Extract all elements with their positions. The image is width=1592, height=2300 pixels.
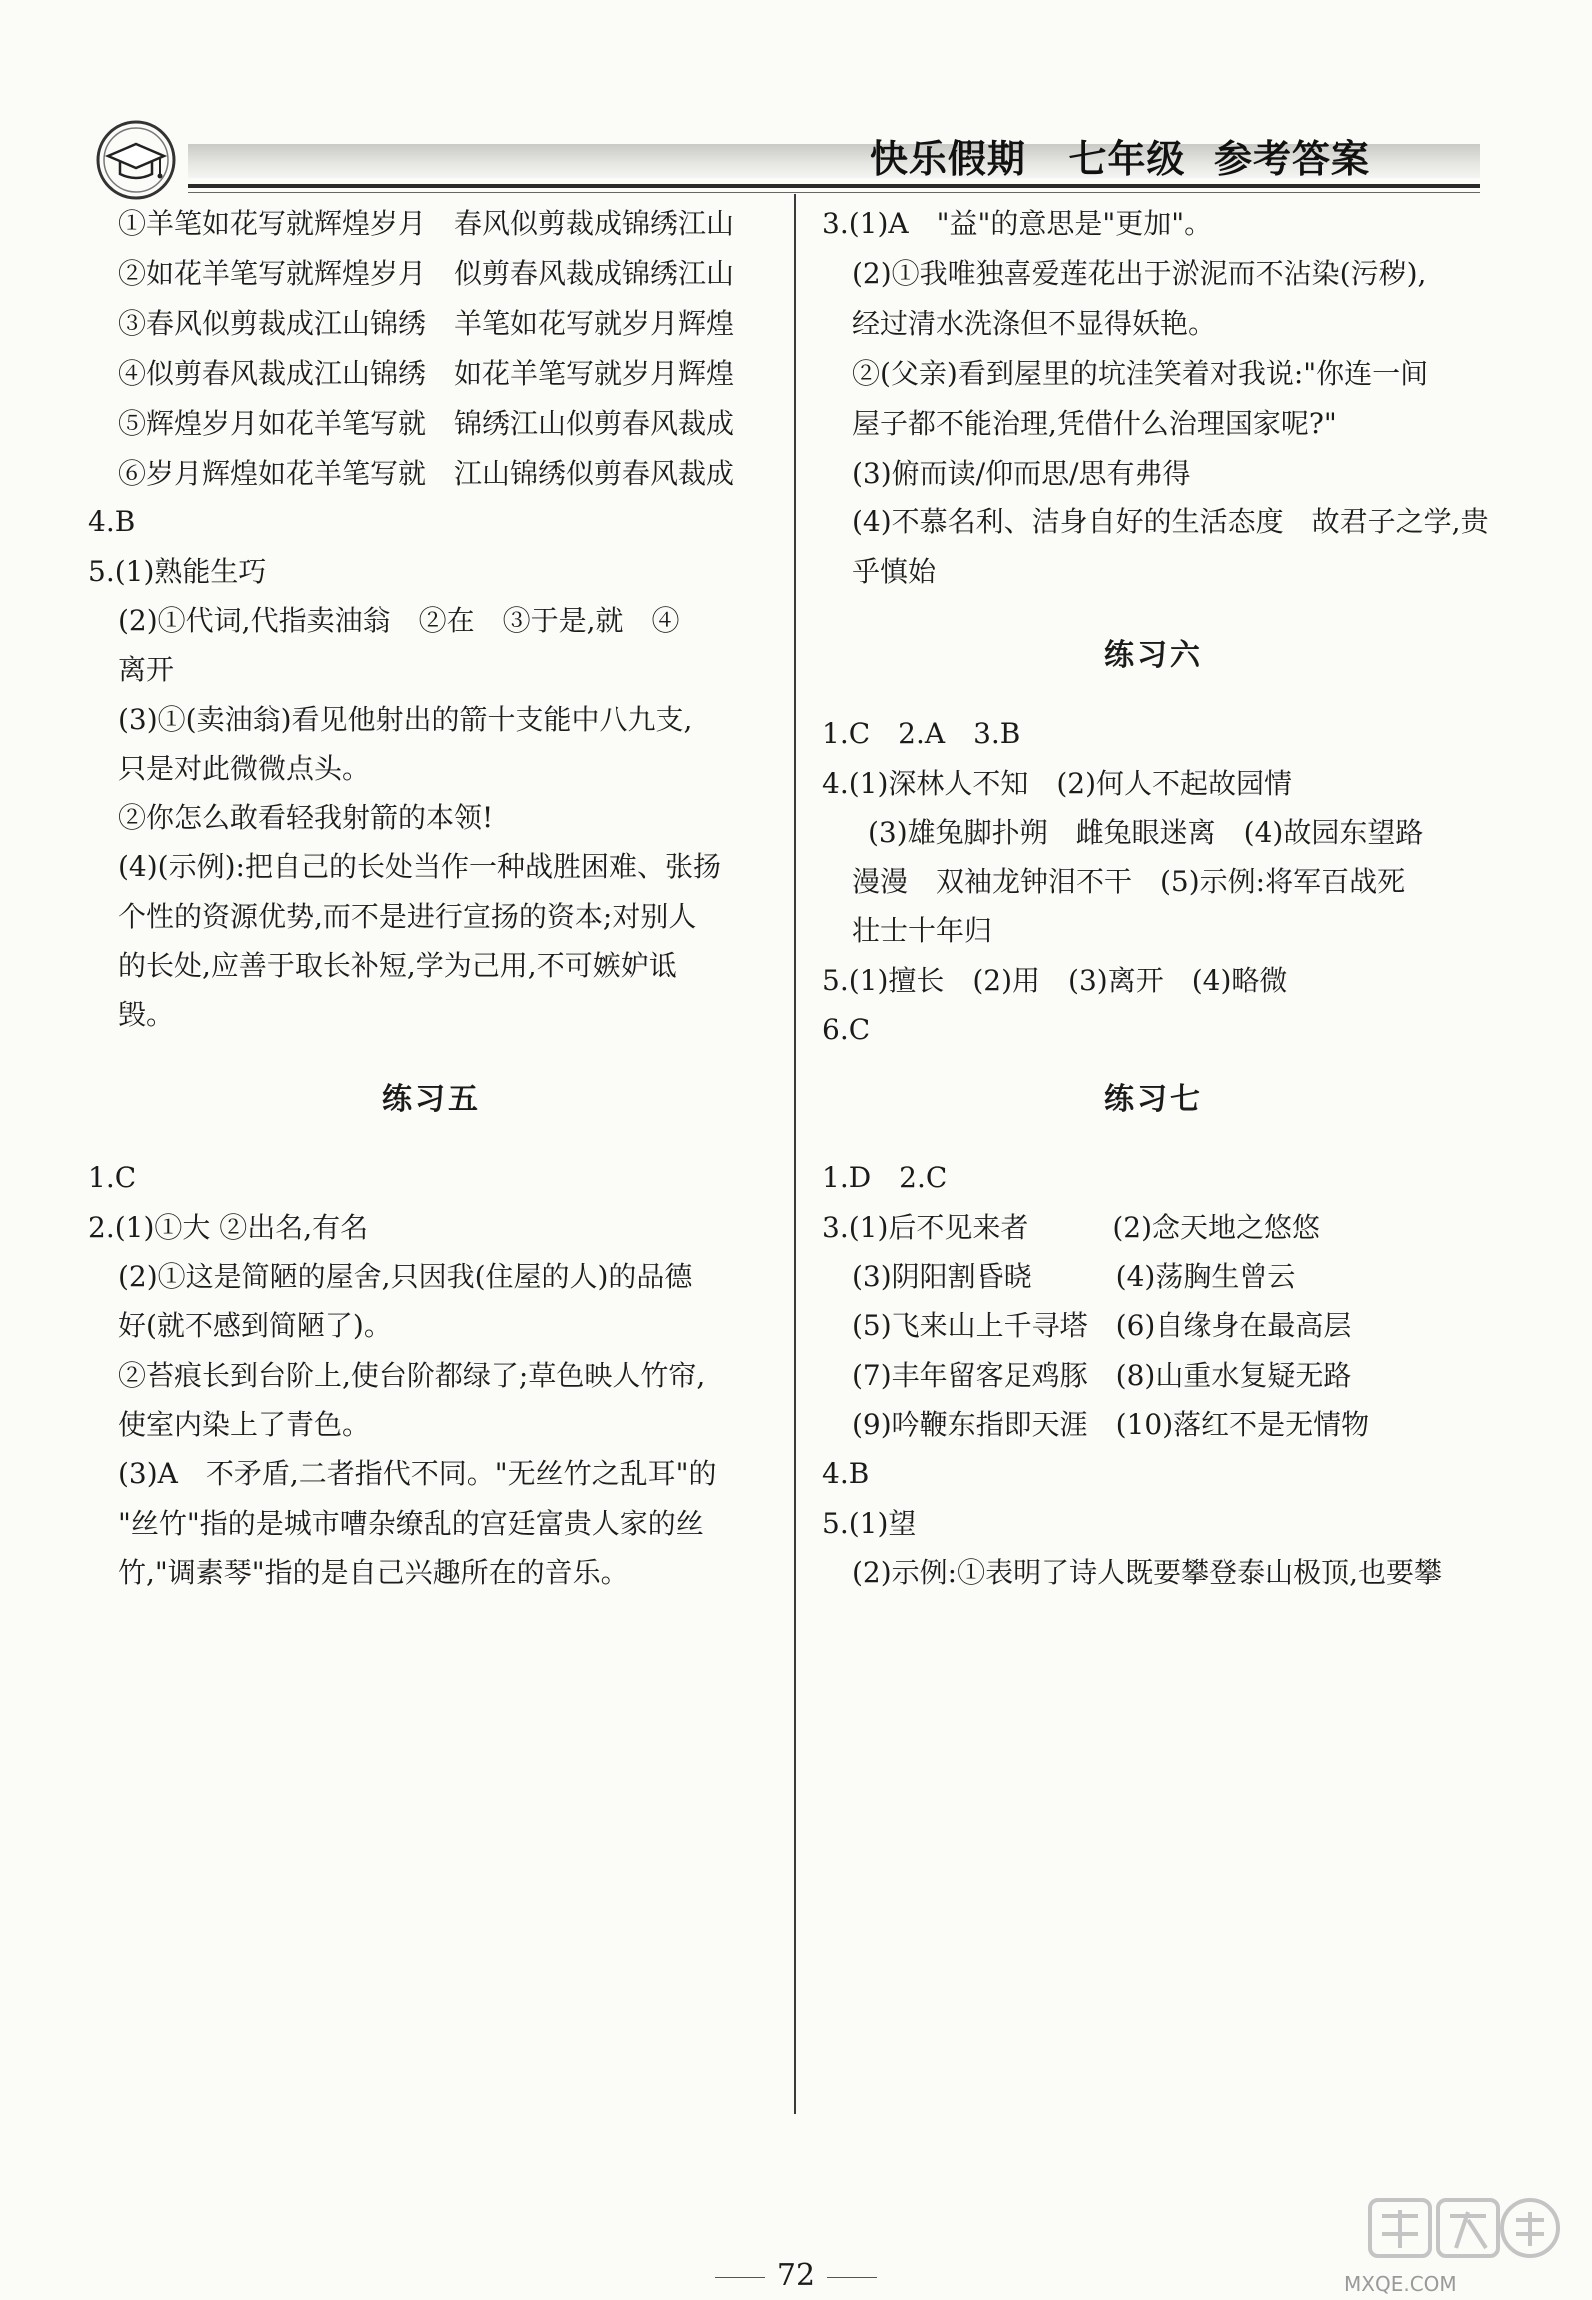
answer-line: ④似剪春风裁成江山锦绣 如花羊笔写就岁月辉煌 [118, 357, 735, 390]
section-title-exercise-5: 练习五 [382, 1082, 481, 1117]
answer-line: (2)示例:①表明了诗人既要攀登泰山极顶,也要攀 [852, 1556, 1442, 1589]
page-number-dash [715, 2277, 765, 2278]
answer-line: (2)①我唯独喜爱莲花出于淤泥而不沾染(污秽), [852, 257, 1427, 290]
answer-line: 5.(1)擅长 (2)用 (3)离开 (4)略微 [822, 964, 1288, 997]
answer-line: 乎慎始 [852, 555, 937, 588]
header-rule-thin [188, 192, 1480, 193]
answer-line: 使室内染上了青色。 [118, 1408, 371, 1441]
answer-line: (9)吟鞭东指即天涯 (10)落红不是无情物 [852, 1408, 1370, 1441]
answer-line: 1.C 2.A 3.B [822, 717, 1021, 750]
answer-line: 1.D 2.C [822, 1161, 948, 1194]
answer-line: 4.(1)深林人不知 (2)何人不起故园情 [822, 767, 1293, 800]
answer-line: (5)飞来山上千寻塔 (6)自缘身在最高层 [852, 1309, 1352, 1342]
answer-line: 5.(1)熟能生巧 [88, 555, 267, 588]
answer-line: (3)雄兔脚扑朔 雌兔眼迷离 (4)故园东望路 [868, 816, 1424, 849]
answer-line: 3.(1)A "益"的意思是"更加"。 [822, 207, 1213, 240]
answer-line: 只是对此微微点头。 [118, 752, 371, 785]
answer-line: 的长处,应善于取长补短,学为己用,不可嫉妒诋 [118, 949, 677, 982]
page-number-value: 72 [776, 2258, 816, 2293]
answer-line: (7)丰年留客足鸡豚 (8)山重水复疑无路 [852, 1359, 1352, 1392]
answer-line: 5.(1)望 [822, 1507, 917, 1540]
answer-line: 好(就不感到简陋了)。 [118, 1309, 392, 1342]
answer-line: ⑤辉煌岁月如花羊笔写就 锦绣江山似剪春风裁成 [118, 407, 735, 440]
answer-line: 2.(1)①大 ②出名,有名 [88, 1211, 369, 1244]
answer-line: (3)①(卖油翁)看见他射出的箭十支能中八九支, [118, 703, 693, 736]
column-divider [794, 194, 796, 2114]
answer-line: (3)A 不矛盾,二者指代不同。"无丝竹之乱耳"的 [118, 1457, 717, 1490]
answer-line: 毁。 [118, 998, 175, 1031]
answer-line: 4.B [88, 505, 136, 538]
watermark-url: MXQE.COM [1344, 2272, 1457, 2296]
answer-line: 离开 [118, 653, 175, 686]
answer-line: 竹,"调素琴"指的是自己兴趣所在的音乐。 [118, 1556, 629, 1589]
answer-line: 壮士十年归 [852, 914, 993, 947]
answer-line: 漫漫 双袖龙钟泪不干 (5)示例:将军百战死 [852, 865, 1406, 898]
watermark-stamp-icon [1310, 2190, 1570, 2280]
answer-line: ③春风似剪裁成江山锦绣 羊笔如花写就岁月辉煌 [118, 307, 735, 340]
answer-line: ⑥岁月辉煌如花羊笔写就 江山锦绣似剪春风裁成 [118, 457, 735, 490]
answer-line: "丝竹"指的是城市嘈杂缭乱的宫廷富贵人家的丝 [118, 1507, 704, 1540]
answer-line: (2)①这是简陋的屋舍,只因我(住屋的人)的品德 [118, 1260, 693, 1293]
answer-line: ①羊笔如花写就辉煌岁月 春风似剪裁成锦绣江山 [118, 207, 735, 240]
page-header [88, 108, 1480, 208]
answer-line: 经过清水洗涤但不显得妖艳。 [852, 307, 1217, 340]
answer-line: (4)不慕名利、洁身自好的生活态度 故君子之学,贵 [852, 505, 1489, 538]
graduation-cap-logo-icon [94, 118, 178, 202]
answer-line: ②你怎么敢看轻我射箭的本领! [118, 801, 494, 834]
answer-line: ②如花羊笔写就辉煌岁月 似剪春风裁成锦绣江山 [118, 257, 735, 290]
answer-line: (3)俯而读/仰而思/思有弗得 [852, 457, 1191, 490]
answer-line: (3)阴阳割昏晓 (4)荡胸生曾云 [852, 1260, 1296, 1293]
page-number-dash [827, 2277, 877, 2278]
answer-line: 屋子都不能治理,凭借什么治理国家呢?" [852, 407, 1337, 440]
header-rule [188, 184, 1480, 188]
answer-line: ②(父亲)看到屋里的坑洼笑着对我说:"你连一间 [852, 357, 1429, 390]
answer-line: ②苔痕长到台阶上,使台阶都绿了;草色映人竹帘, [118, 1359, 706, 1392]
answer-line: 4.B [822, 1457, 870, 1490]
section-title-exercise-6: 练习六 [1104, 638, 1203, 673]
answer-line: 个性的资源优势,而不是进行宣扬的资本;对别人 [118, 900, 697, 933]
section-title-exercise-7: 练习七 [1104, 1082, 1203, 1117]
answer-line: (4)(示例):把自己的长处当作一种战胜困难、张扬 [118, 850, 721, 883]
answer-line: 3.(1)后不见来者 (2)念天地之悠悠 [822, 1211, 1321, 1244]
header-title: 快乐假期 七年级 参考答案 [869, 137, 1370, 181]
answer-line: 1.C [88, 1161, 137, 1194]
answer-line: 6.C [822, 1013, 871, 1046]
answer-line: (2)①代词,代指卖油翁 ②在 ③于是,就 ④ [118, 604, 680, 637]
